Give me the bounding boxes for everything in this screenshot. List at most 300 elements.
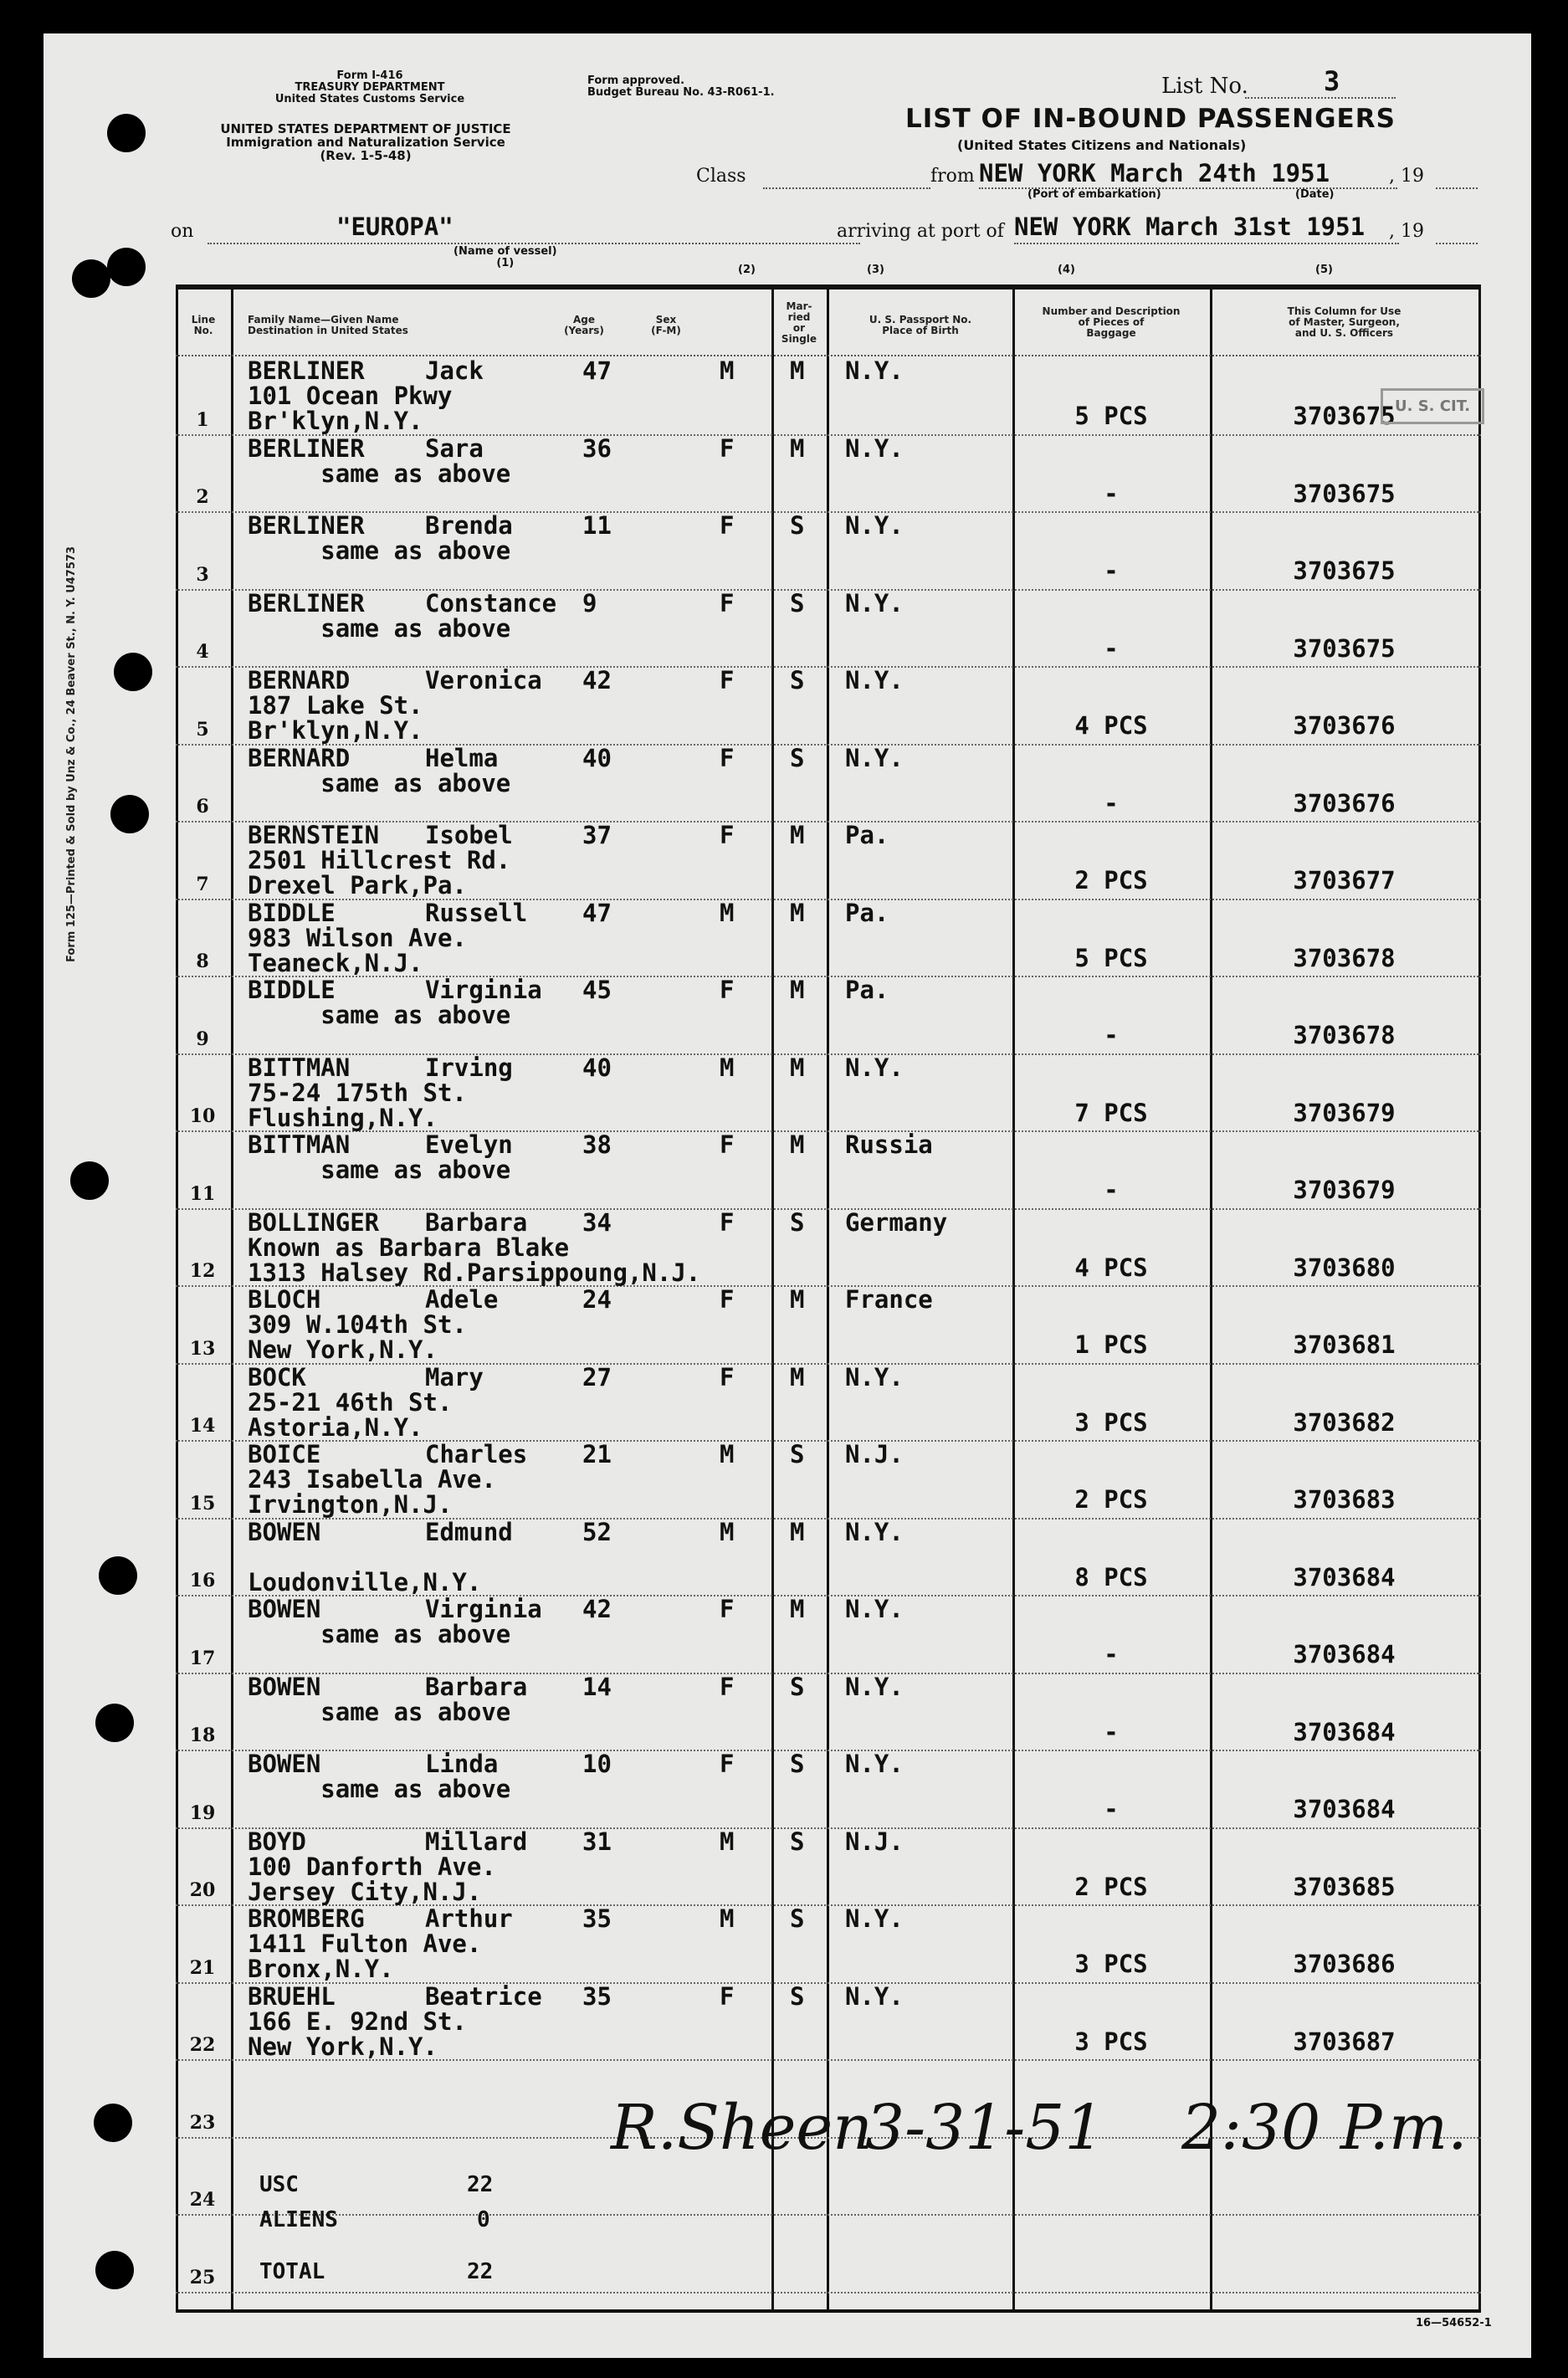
- address-line-1: 75-24 175th St.: [248, 1078, 467, 1107]
- address-line-1: 101 Ocean Pkwy: [248, 382, 453, 410]
- officer-number: 3703684: [1293, 1562, 1396, 1591]
- port-of-embarkation: NEW YORK March 24th 1951: [979, 159, 1330, 187]
- handwritten-time: 2:30 P.m.: [1181, 2092, 1468, 2164]
- given-name: Constance: [425, 588, 557, 618]
- place-of-birth: N.Y.: [845, 1981, 904, 2011]
- table-row: [176, 511, 1481, 591]
- punch-hole: [107, 114, 146, 152]
- line-number: 18: [189, 1725, 216, 1746]
- address-line-1: 25-21 46th St.: [248, 1387, 453, 1417]
- punch-hole: [70, 1161, 109, 1200]
- baggage: 7 PCS: [1074, 1098, 1148, 1127]
- officer-number: 3703679: [1293, 1098, 1396, 1127]
- marital-status: S: [790, 1750, 805, 1778]
- family-name: BERLINER: [248, 511, 365, 540]
- family-name: BERLINER: [248, 588, 365, 618]
- marital-status: M: [790, 1130, 805, 1159]
- officer-number: 3703680: [1293, 1253, 1396, 1282]
- officer-number: 3703687: [1293, 2027, 1396, 2056]
- address-line-1: 1411 Fulton Ave.: [248, 1930, 482, 1958]
- sex: M: [720, 1904, 735, 1933]
- age: 21: [582, 1440, 612, 1468]
- on-label: on: [171, 221, 194, 242]
- officer-number: 3703684: [1293, 1640, 1396, 1668]
- justice-heading: UNITED STATES DEPARTMENT OF JUSTICE Immigration and Naturalization Service (Rev. 1-5-48): [220, 121, 511, 163]
- table-row: [176, 744, 1481, 823]
- place-of-birth: N.Y.: [845, 1904, 904, 1933]
- age: 45: [582, 976, 612, 1004]
- line-number: 1: [196, 408, 209, 431]
- officer-number: 3703675: [1293, 402, 1396, 430]
- date-caption: (Date): [1295, 188, 1335, 201]
- baggage: -: [1104, 1717, 1119, 1746]
- address-line-1: 166 E. 92nd St.: [248, 2006, 467, 2036]
- address-line-2: 1313 Halsey Rd.Parsippoung,N.J.: [248, 1258, 701, 1287]
- place-of-birth: Russia: [845, 1130, 933, 1159]
- table-row: [176, 1673, 1481, 1752]
- punch-hole: [95, 1704, 134, 1742]
- given-name: Linda: [425, 1750, 499, 1778]
- address-line-1: same as above: [248, 459, 511, 488]
- sex: F: [720, 1672, 735, 1701]
- line-number: 7: [196, 873, 209, 895]
- line-number: 12: [189, 1260, 216, 1282]
- baggage: 4 PCS: [1074, 711, 1148, 740]
- marital-status: S: [790, 666, 805, 694]
- handwritten-date: 3-31-51: [865, 2092, 1104, 2164]
- form-title: LIST OF IN-BOUND PASSENGERS: [905, 104, 1396, 134]
- line-number: 25: [189, 2266, 216, 2288]
- marital-status: S: [790, 511, 805, 540]
- baggage: 2 PCS: [1074, 1485, 1148, 1514]
- punch-hole: [110, 795, 149, 833]
- marital-status: M: [790, 1595, 805, 1623]
- total-label: TOTAL: [259, 2259, 325, 2284]
- baggage: -: [1104, 1795, 1119, 1823]
- place-of-birth: Pa.: [845, 976, 889, 1004]
- table-row: [176, 1750, 1481, 1829]
- place-of-birth: Pa.: [845, 898, 889, 927]
- us-cit-stamp: U. S. CIT.: [1381, 388, 1484, 424]
- address-line-2: Br'klyn,N.Y.: [248, 716, 423, 745]
- list-no-label: List No.: [1161, 74, 1248, 99]
- line-number: 11: [189, 1182, 216, 1205]
- given-name: Charles: [425, 1440, 528, 1468]
- line-number: 5: [196, 718, 209, 741]
- family-name: BERLINER: [248, 433, 365, 463]
- sex: M: [720, 356, 735, 385]
- age: 11: [582, 511, 612, 540]
- table-row: [176, 1440, 1481, 1520]
- class-label: Class: [696, 166, 746, 187]
- punch-hole: [114, 653, 152, 691]
- aliens-value: 0: [477, 2207, 490, 2232]
- sex: F: [720, 1130, 735, 1159]
- place-of-birth: N.Y.: [845, 743, 904, 772]
- officer-number: 3703676: [1293, 788, 1396, 817]
- given-name: Virginia: [425, 976, 542, 1004]
- baggage: -: [1104, 1021, 1119, 1049]
- marital-status: M: [790, 821, 805, 849]
- table-row: [176, 1363, 1481, 1443]
- sex: F: [720, 1750, 735, 1778]
- marital-status: S: [790, 1207, 805, 1237]
- given-name: Beatrice: [425, 1981, 542, 2011]
- col-baggage: Number and Description of Pieces of Baggage: [1042, 305, 1181, 339]
- given-name: Adele: [425, 1285, 499, 1314]
- marital-status: S: [790, 743, 805, 772]
- address-line-2: Teaneck,N.J.: [248, 948, 423, 977]
- punch-hole: [95, 2251, 134, 2289]
- given-name: Helma: [425, 743, 499, 772]
- given-name: Veronica: [425, 666, 542, 694]
- address-line-1: 100 Danforth Ave.: [248, 1852, 496, 1881]
- sex: M: [720, 898, 735, 927]
- address-line-2: Flushing,N.Y.: [248, 1103, 438, 1132]
- sex: F: [720, 1207, 735, 1237]
- given-name: Edmund: [425, 1517, 513, 1546]
- arriving-label: arriving at port of: [837, 221, 1004, 242]
- family-name: BOLLINGER: [248, 1207, 380, 1237]
- marital-status: S: [790, 1981, 805, 2011]
- officer-number: 3703682: [1293, 1407, 1396, 1437]
- marital-status: M: [790, 1362, 805, 1391]
- baggage: 1 PCS: [1074, 1330, 1148, 1359]
- table-row: [176, 821, 1481, 900]
- given-name: Isobel: [425, 821, 513, 849]
- given-name: Brenda: [425, 511, 513, 540]
- address-line-1: Known as Barbara Blake: [248, 1233, 570, 1262]
- officer-number: 3703678: [1293, 943, 1396, 972]
- line-number: 13: [189, 1337, 216, 1360]
- line-number: 19: [189, 1801, 216, 1824]
- line-number: 2: [196, 486, 209, 508]
- punch-hole: [99, 1556, 137, 1595]
- age: 42: [582, 1595, 612, 1623]
- marital-status: S: [790, 588, 805, 618]
- address-line-1: 983 Wilson Ave.: [248, 923, 467, 952]
- address-line-1: 243 Isabella Ave.: [248, 1465, 496, 1494]
- col-line-no: Line No.: [191, 314, 216, 336]
- sex: M: [720, 1440, 735, 1468]
- place-of-birth: N.Y.: [845, 588, 904, 618]
- table-row: [176, 2214, 1481, 2293]
- age: 47: [582, 898, 612, 927]
- place-of-birth: N.Y.: [845, 1595, 904, 1623]
- table-row: [176, 899, 1481, 978]
- punch-hole: [72, 259, 110, 298]
- address-line-2: Bronx,N.Y.: [248, 1955, 394, 1983]
- place-of-birth: N.J.: [845, 1440, 904, 1468]
- address-line-1: 309 W.104th St.: [248, 1310, 467, 1339]
- sex: M: [720, 1053, 735, 1082]
- family-name: BIDDLE: [248, 898, 336, 927]
- given-name: Irving: [425, 1053, 513, 1082]
- place-of-birth: N.Y.: [845, 511, 904, 540]
- line-number: 4: [196, 641, 209, 663]
- embark-caption: (Port of embarkation): [1027, 188, 1161, 201]
- officer-number: 3703676: [1293, 711, 1396, 740]
- age: 27: [582, 1362, 612, 1391]
- marital-status: M: [790, 433, 805, 463]
- address-line-1: same as above: [248, 1001, 511, 1029]
- line-number: 8: [196, 951, 209, 972]
- col-passport-birth: U. S. Passport No. Place of Birth: [869, 314, 972, 336]
- age: 42: [582, 666, 612, 694]
- marital-status: M: [790, 1053, 805, 1082]
- family-name: BIDDLE: [248, 976, 336, 1004]
- age: 9: [582, 588, 597, 618]
- given-name: Mary: [425, 1362, 484, 1391]
- age: 31: [582, 1827, 612, 1856]
- address-line-1: same as above: [248, 1156, 511, 1184]
- family-name: BOWEN: [248, 1595, 321, 1623]
- officer-number: 3703675: [1293, 556, 1396, 585]
- family-name: BERNSTEIN: [248, 821, 380, 849]
- table-row: [176, 589, 1481, 669]
- line-number: 23: [189, 2111, 216, 2134]
- place-of-birth: N.Y.: [845, 1672, 904, 1701]
- sex: M: [720, 1517, 735, 1546]
- manifest-sheet: [44, 33, 1531, 2358]
- address-line-2: Jersey City,N.J.: [248, 1877, 482, 1906]
- place-of-birth: N.Y.: [845, 1362, 904, 1391]
- baggage: 4 PCS: [1074, 1253, 1148, 1282]
- baggage: 8 PCS: [1074, 1562, 1148, 1591]
- age: 40: [582, 1053, 612, 1082]
- address-line-1: 2501 Hillcrest Rd.: [248, 846, 511, 874]
- officer-number: 3703684: [1293, 1795, 1396, 1823]
- sex: F: [720, 433, 735, 463]
- family-name: BITTMAN: [248, 1130, 351, 1159]
- given-name: Jack: [425, 356, 484, 385]
- table-row: [176, 1595, 1481, 1674]
- year-suffix: , 19: [1389, 166, 1424, 187]
- line-number: 21: [189, 1956, 216, 1979]
- list-no-value: 3: [1324, 65, 1340, 97]
- given-name: Virginia: [425, 1595, 542, 1623]
- family-name: BROMBERG: [248, 1904, 365, 1933]
- given-name: Barbara: [425, 1672, 528, 1701]
- marital-status: S: [790, 1440, 805, 1468]
- place-of-birth: France: [845, 1285, 933, 1314]
- from-label: from: [930, 166, 975, 187]
- address-line-1: same as above: [248, 1775, 511, 1803]
- given-name: Evelyn: [425, 1130, 513, 1159]
- marital-status: M: [790, 898, 805, 927]
- place-of-birth: N.Y.: [845, 666, 904, 694]
- address-line-1: same as above: [248, 536, 511, 565]
- sex: F: [720, 511, 735, 540]
- sex: F: [720, 1285, 735, 1314]
- vessel-name: "EUROPA": [336, 213, 453, 241]
- usc-value: 22: [467, 2172, 494, 2197]
- family-name: BRUEHL: [248, 1981, 336, 2011]
- marital-status: M: [790, 356, 805, 385]
- col-number: (2): [738, 264, 756, 276]
- line-number: 17: [189, 1647, 216, 1669]
- address-line-1: same as above: [248, 1697, 511, 1726]
- age: 34: [582, 1207, 612, 1237]
- col-number: (5): [1315, 264, 1333, 276]
- age: 35: [582, 1981, 612, 2011]
- printer-side-text: Form 125—Printed & Sold by Unz & Co., 24 Beaver St., N. Y. U47573: [65, 546, 78, 962]
- table-row: [176, 976, 1481, 1055]
- line-number: 24: [189, 2189, 216, 2211]
- address-line-2: Drexel Park,Pa.: [248, 871, 467, 899]
- family-name: BOYD: [248, 1827, 306, 1856]
- table-row: [176, 666, 1481, 746]
- baggage: -: [1104, 479, 1119, 508]
- baggage: -: [1104, 1176, 1119, 1204]
- footer-code: 16—54652-1: [1416, 2317, 1492, 2329]
- officer-number: 3703675: [1293, 479, 1396, 508]
- table-row: [176, 1130, 1481, 1210]
- marital-status: S: [790, 1827, 805, 1856]
- sex: F: [720, 588, 735, 618]
- aliens-label: ALIENS: [259, 2207, 338, 2232]
- given-name: Arthur: [425, 1904, 513, 1933]
- table-row: [176, 1053, 1481, 1133]
- total-value: 22: [467, 2259, 494, 2284]
- table-row: [176, 434, 1481, 514]
- table-row: [176, 1208, 1481, 1288]
- place-of-birth: N.Y.: [845, 433, 904, 463]
- family-name: BERNARD: [248, 743, 351, 772]
- age: 47: [582, 356, 612, 385]
- family-name: BERLINER: [248, 356, 365, 385]
- age: 36: [582, 433, 612, 463]
- baggage: -: [1104, 1640, 1119, 1668]
- line-number: 15: [189, 1492, 216, 1514]
- marital-status: M: [790, 1285, 805, 1314]
- age: 38: [582, 1130, 612, 1159]
- place-of-birth: Pa.: [845, 821, 889, 849]
- age: 14: [582, 1672, 612, 1701]
- marital-status: S: [790, 1672, 805, 1701]
- table-row: [176, 356, 1481, 436]
- address-line-2: Loudonville,N.Y.: [248, 1567, 482, 1596]
- family-name: BOWEN: [248, 1517, 321, 1546]
- sex: F: [720, 1595, 735, 1623]
- line-number: 6: [196, 796, 209, 817]
- col-age: Age (Years): [564, 314, 604, 336]
- address-line-2: New York,N.Y.: [248, 1335, 438, 1364]
- line-number: 22: [189, 2034, 216, 2056]
- address-line-1: same as above: [248, 1620, 511, 1648]
- address-line-2: Br'klyn,N.Y.: [248, 407, 423, 435]
- col-sex: Sex (F-M): [651, 314, 681, 336]
- age: 35: [582, 1904, 612, 1933]
- punch-hole: [94, 2104, 132, 2142]
- treasury-heading: Form I-416 TREASURY DEPARTMENT United States Customs Service: [274, 69, 465, 105]
- marital-status: M: [790, 1517, 805, 1546]
- baggage: 3 PCS: [1074, 1407, 1148, 1437]
- table-row: [176, 1518, 1481, 1597]
- sex: F: [720, 976, 735, 1004]
- marital-status: M: [790, 976, 805, 1004]
- table-row: [176, 1904, 1481, 1984]
- family-name: BOWEN: [248, 1672, 321, 1701]
- baggage: 5 PCS: [1074, 402, 1148, 430]
- officer-number: 3703679: [1293, 1176, 1396, 1204]
- sex: F: [720, 821, 735, 849]
- place-of-birth: N.Y.: [845, 1517, 904, 1546]
- vessel-caption: (Name of vessel) (1): [453, 245, 557, 269]
- handwritten-signature: R.Sheen: [611, 2092, 873, 2164]
- officer-number: 3703678: [1293, 1021, 1396, 1049]
- form-subtitle: (United States Citizens and Nationals): [957, 137, 1247, 153]
- col-number: (3): [867, 264, 884, 276]
- baggage: 5 PCS: [1074, 943, 1148, 972]
- port-of-arrival: NEW YORK March 31st 1951: [1014, 213, 1366, 241]
- line-number: 14: [189, 1415, 216, 1437]
- address-line-2: New York,N.Y.: [248, 2032, 438, 2061]
- officer-number: 3703677: [1293, 866, 1396, 894]
- col-officers: This Column for Use of Master, Surgeon, and U. S. Officers: [1287, 305, 1401, 339]
- officer-number: 3703685: [1293, 1872, 1396, 1901]
- baggage: 2 PCS: [1074, 1872, 1148, 1901]
- family-name: BERNARD: [248, 666, 351, 694]
- given-name: Millard: [425, 1827, 528, 1856]
- officer-number: 3703681: [1293, 1330, 1396, 1359]
- baggage: 3 PCS: [1074, 1950, 1148, 1978]
- marital-status: S: [790, 1904, 805, 1933]
- sex: F: [720, 743, 735, 772]
- year-suffix: , 19: [1389, 221, 1424, 242]
- address-line-1: same as above: [248, 768, 511, 797]
- family-name: BOWEN: [248, 1750, 321, 1778]
- place-of-birth: N.J.: [845, 1827, 904, 1856]
- baggage: -: [1104, 633, 1119, 663]
- address-line-1: same as above: [248, 613, 511, 643]
- age: 37: [582, 821, 612, 849]
- place-of-birth: N.Y.: [845, 1750, 904, 1778]
- age: 24: [582, 1285, 612, 1314]
- passenger-table: [176, 284, 1481, 2313]
- place-of-birth: N.Y.: [845, 1053, 904, 1082]
- officer-number: 3703683: [1293, 1485, 1396, 1514]
- place-of-birth: Germany: [845, 1207, 948, 1237]
- sex: F: [720, 666, 735, 694]
- line-number: 9: [196, 1028, 209, 1050]
- age: 52: [582, 1517, 612, 1546]
- usc-label: USC: [259, 2172, 299, 2197]
- address-line-2: Irvington,N.J.: [248, 1490, 453, 1519]
- age: 40: [582, 743, 612, 772]
- table-row: [176, 1827, 1481, 1907]
- line-number: 3: [196, 563, 209, 586]
- place-of-birth: N.Y.: [845, 356, 904, 385]
- line-number: 10: [189, 1105, 216, 1127]
- family-name: BOICE: [248, 1440, 321, 1468]
- family-name: BOCK: [248, 1362, 306, 1391]
- baggage: 3 PCS: [1074, 2027, 1148, 2056]
- table-row: [176, 1982, 1481, 2062]
- baggage: -: [1104, 556, 1119, 585]
- col-married-single: Mar- ried or Single: [781, 300, 817, 345]
- table-row: [176, 1285, 1481, 1365]
- sex: F: [720, 1981, 735, 2011]
- given-name: Russell: [425, 898, 528, 927]
- given-name: Sara: [425, 433, 484, 463]
- address-line-1: 187 Lake St.: [248, 691, 423, 720]
- budget-approval: Form approved. Budget Bureau No. 43-R061-1.: [587, 74, 775, 99]
- punch-hole: [107, 248, 146, 286]
- officer-number: 3703675: [1293, 633, 1396, 663]
- officer-number: 3703686: [1293, 1950, 1396, 1978]
- line-number: 20: [189, 1879, 216, 1901]
